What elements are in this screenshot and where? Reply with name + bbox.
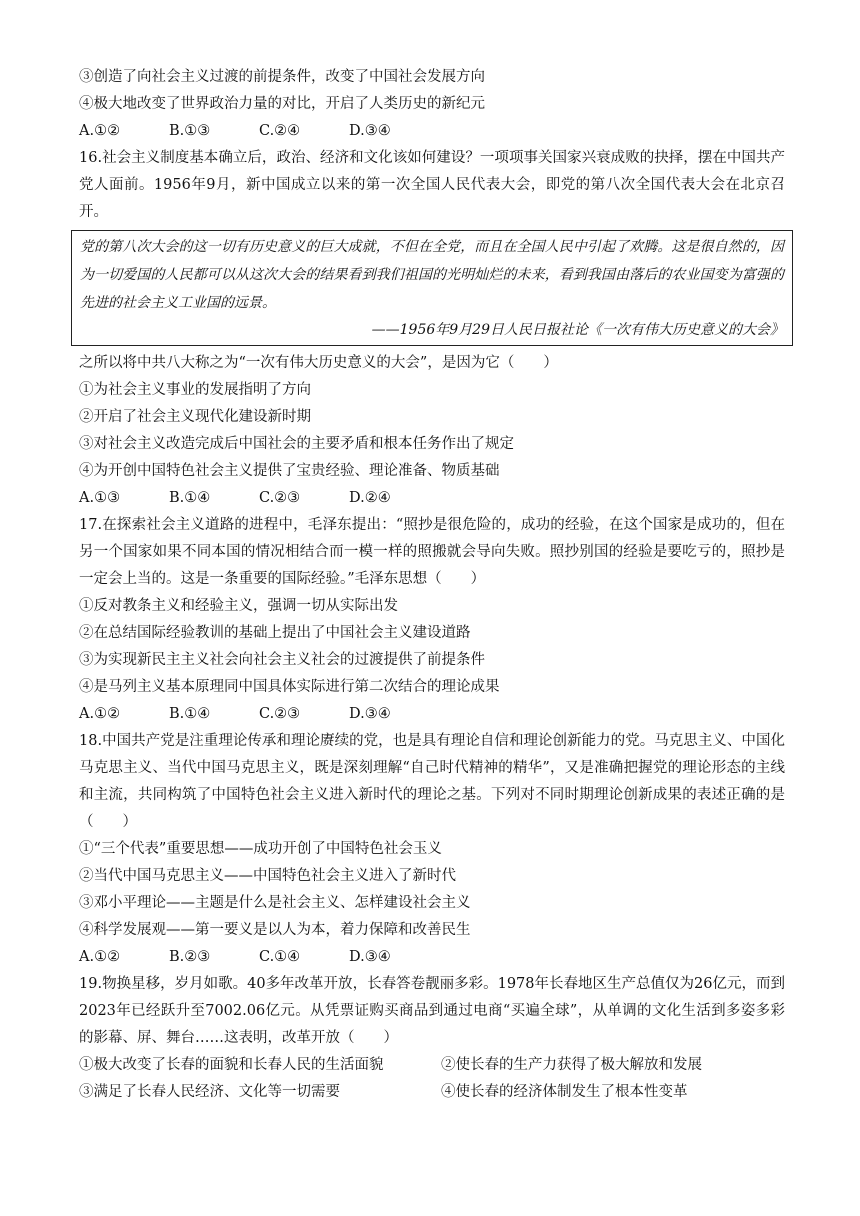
q18-option-1: ①“三个代表”重要思想——成功开创了中国特色社会玉义 — [79, 841, 442, 857]
q19-option-2: ②使长春的生产力获得了极大解放和发展 — [441, 1057, 702, 1073]
q19-stem: 19.物换星移，岁月如歌。40多年改革开放，长春答卷靓丽多彩。1978年长春地区生产总值仅为26亿元，而到2023年已经跃升至7002.06亿元。从凭票证购买商品到通过电商“买遍全球”，从单调的文化生活到多姿多彩的影幕、屏、舞台……这表明，改革开放（ ） — [79, 976, 785, 1046]
choice-c: C.②③ — [259, 706, 301, 722]
choice-a: A.①② — [79, 706, 121, 722]
choice-d: D.③④ — [349, 123, 391, 139]
q18-option-2: ②当代中国马克思主义——中国特色社会主义进入了新时代 — [79, 868, 456, 884]
q18-option-4: ④科学发展观——第一要义是以人为本，着力保障和改善民生 — [79, 922, 471, 938]
q16-option-1: ①为社会主义事业的发展指明了方向 — [79, 382, 311, 398]
exam-page — [79, 64, 785, 1106]
q15-choices — [79, 118, 785, 145]
q18-choices — [79, 944, 785, 971]
q16-option-4: ④为开创中国特色社会主义提供了宝贵经验、理论准备、物质基础 — [79, 463, 500, 479]
q17-stem: 17.在探索社会主义道路的进程中，毛泽东提出：“照抄是很危险的，成功的经验，在这个国家是成功的，但在另一个国家如果不同本国的情况相结合而一模一样的照搬就会导向失败。照抄别国的经验是要吃亏的，照抄是一定会上当的。这是一条重要的国际经验。”毛泽东思想（ ） — [79, 517, 785, 587]
q19-option-4: ④使长春的经济体制发生了根本性变革 — [441, 1084, 688, 1100]
q15-option-3: ③创造了向社会主义过渡的前提条件，改变了中国社会发展方向 — [79, 69, 485, 85]
q17-option-1: ①反对教条主义和经验主义，强调一切从实际出发 — [79, 598, 398, 614]
q18-stem: 18.中国共产党是注重理论传承和理论赓续的党，也是具有理论自信和理论创新能力的党。马克思主义、中国化马克思主义、当代中国马克思主义，既是深刻理解“自己时代精神的精华”，又是准确把握党的理论形态的主线和主流，共同构筑了中国特色社会主义进入新时代的理论之基。下列对不同时期理论创新成果的表述正确的是（ ） — [79, 733, 785, 830]
choice-b: B.②③ — [169, 949, 211, 965]
q16-option-3: ③对社会主义改造完成后中国社会的主要矛盾和根本任务作出了规定 — [79, 436, 514, 452]
q16-option-2: ②开启了社会主义现代化建设新时期 — [79, 409, 311, 425]
choice-b: B.①③ — [169, 123, 211, 139]
choice-a: A.①② — [79, 949, 121, 965]
choice-d: D.③④ — [349, 949, 391, 965]
q18-option-3: ③邓小平理论——主题是什么是社会主义、怎样建设社会主义 — [79, 895, 471, 911]
q17-option-4: ④是马列主义基本原理同中国具体实际进行第二次结合的理论成果 — [79, 679, 500, 695]
choice-c: C.②④ — [259, 123, 301, 139]
q17-option-2: ②在总结国际经验教训的基础上提出了中国社会主义建设道路 — [79, 625, 471, 641]
q17-choices — [79, 701, 785, 728]
q16-choices — [79, 485, 785, 512]
choice-d: D.②④ — [349, 490, 391, 506]
q19-option-3: ③满足了长春人民经济、文化等一切需要 — [79, 1084, 340, 1100]
q16-stem: 16.社会主义制度基本确立后，政治、经济和文化该如何建设？一项项事关国家兴衰成败的抉择，摆在中国共产党人面前。1956年9月，新中国成立以来的第一次全国人民代表大会，即党的第八次全国代表大会在北京召开。 — [79, 150, 785, 220]
q19-options-row-1 — [79, 1052, 785, 1079]
choice-c: C.①④ — [259, 949, 301, 965]
q19-options-row-2 — [79, 1079, 785, 1106]
choice-a: A.①② — [79, 123, 121, 139]
q15-option-4: ④极大地改变了世界政治力量的对比，开启了人类历史的新纪元 — [79, 96, 485, 112]
choice-a: A.①③ — [79, 490, 121, 506]
q19-option-1: ①极大改变了长春的面貌和长春人民的生活面貌 — [79, 1057, 384, 1073]
q16-question: 之所以将中共八大称之为“一次有伟大历史意义的大会”，是因为它（ ） — [79, 355, 558, 371]
choice-c: C.②③ — [259, 490, 301, 506]
choice-d: D.③④ — [349, 706, 391, 722]
q17-option-3: ③为实现新民主主义社会向社会主义社会的过渡提供了前提条件 — [79, 652, 485, 668]
q16-quote-box — [71, 230, 793, 346]
q16-quote-text: 党的第八次大会的这一切有历史意义的巨大成就，不但在全党，而且在全国人民中引起了欢腾。这是很自然的，因为一切爱国的人民都可以从这次大会的结果看到我们祖国的光明灿烂的未来，看到我国由落后的农业国变为富强的先进的社会主义工业国的远景。 — [80, 239, 784, 311]
choice-b: B.①④ — [169, 490, 211, 506]
choice-b: B.①④ — [169, 706, 211, 722]
q16-quote-source: ——1956年9月29日人民日报社论《一次有伟大历史意义的大会》 — [371, 322, 784, 338]
